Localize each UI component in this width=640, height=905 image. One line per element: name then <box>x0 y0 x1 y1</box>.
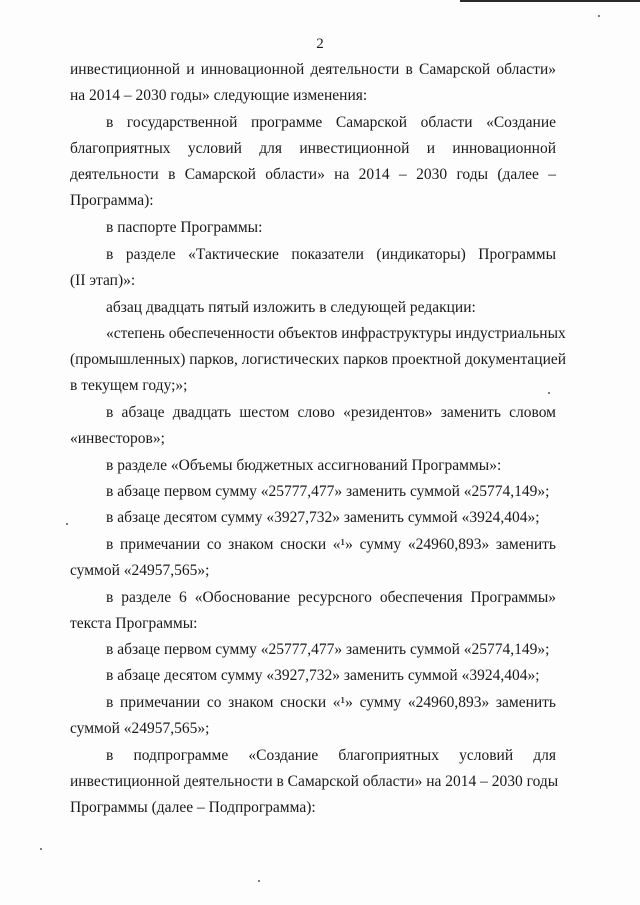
text-line: в абзаце первом сумму «25777,477» заменить суммой «25774,149»; <box>106 483 550 500</box>
top-edge-rule <box>460 0 640 2</box>
scan-speck <box>548 392 550 394</box>
text-line: «степень обеспеченности объектов инфраструктуры индустриальных <box>106 325 566 342</box>
text-line: в абзаце десятом сумму «3927,732» заменить суммой «3924,404»; <box>106 509 540 526</box>
text-line: в примечании со знаком сноски «¹» сумму «24960,893» заменить <box>106 536 556 553</box>
text-line: в разделе 6 «Обоснование ресурсного обеспечения Программы» <box>106 589 556 606</box>
text-line: в абзаце первом сумму «25777,477» заменить суммой «25774,149»; <box>106 641 550 658</box>
text-line: в текущем году;»; <box>70 377 188 394</box>
text-line: (II этап)»: <box>70 272 136 289</box>
scan-speck <box>40 848 42 850</box>
text-line: инвестиционной и инновационной деятельности в Самарской области» <box>70 61 556 78</box>
text-line: благоприятных условий для инвестиционной и инновационной <box>70 140 556 157</box>
text-line: в разделе «Объемы бюджетных ассигнований Программы»: <box>106 457 502 474</box>
text-line: в подпрограмме «Создание благоприятных условий для <box>106 747 556 764</box>
text-line: в абзаце десятом сумму «3927,732» заменить суммой «3924,404»; <box>106 667 540 684</box>
text-line: Программы (далее – Подпрограмма): <box>70 799 316 816</box>
text-line: в примечании со знаком сноски «¹» сумму «24960,893» заменить <box>106 694 556 711</box>
text-line: текста Программы: <box>70 615 198 632</box>
text-line: на 2014 – 2030 годы» следующие изменения: <box>70 87 368 104</box>
text-line: абзац двадцать пятый изложить в следующей редакции: <box>106 299 476 316</box>
scan-speck <box>598 15 600 17</box>
text-line: деятельности в Самарской области» на 2014 – 2030 годы (далее – <box>70 166 556 183</box>
text-line: Программа): <box>70 192 154 209</box>
text-line: в паспорте Программы: <box>106 219 263 236</box>
page-number: 2 <box>316 36 324 52</box>
text-line: суммой «24957,565»; <box>70 562 210 579</box>
scan-speck <box>258 880 260 882</box>
scan-speck <box>66 523 68 525</box>
text-line: в государственной программе Самарской области «Создание <box>106 114 556 131</box>
text-line: в разделе «Тактические показатели (индикаторы) Программы <box>106 246 556 263</box>
text-line: «инвесторов»; <box>70 430 165 447</box>
text-line: в абзаце двадцать шестом слово «резидентов» заменить словом <box>106 404 556 421</box>
text-line: инвестиционной деятельности в Самарской области» на 2014 – 2030 годы <box>70 773 559 790</box>
text-line: суммой «24957,565»; <box>70 720 210 737</box>
text-line: (промышленных) парков, логистических парков проектной документацией <box>70 351 567 368</box>
